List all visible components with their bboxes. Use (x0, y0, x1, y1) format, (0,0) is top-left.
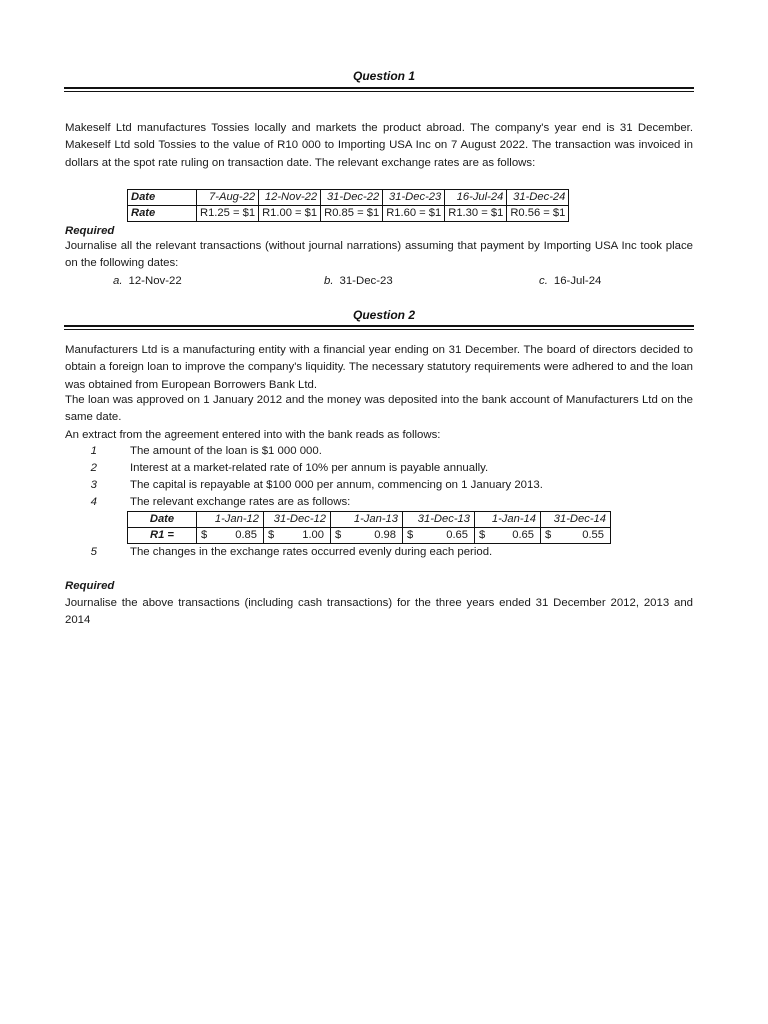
item-number: 2 (90, 462, 97, 474)
item-text: The relevant exchange rates are as follows: (130, 496, 351, 508)
item-number: 5 (90, 546, 97, 558)
item-text: The changes in the exchange rates occurred evenly during each period. (130, 546, 493, 558)
item-text: Interest at a market-related rate of 10% per annum is payable annually. (130, 462, 489, 474)
q2-paragraph-3: An extract from the agreement entered into with the bank reads as follows: (65, 429, 441, 441)
q2-paragraph-1: Manufacturers Ltd is a manufacturing entity with a financial year ending on 31 December. The board of directors decided to obtain a foreign loan to improve the company's liquidity. The necessary statutory requirements were adhered to and the loan was obtained from European Borrowers Bank Ltd. (65, 344, 693, 391)
option-b (324, 273, 393, 290)
table-row (128, 206, 569, 222)
table-cell-value (403, 528, 475, 544)
q2-paragraph-2: The loan was approved on 1 January 2012 and the money was deposited into the bank account of Manufacturers Ltd on the same date. (65, 394, 693, 424)
q1-exchange-rate-table (127, 189, 569, 222)
table-cell-date: 12-Nov-22 (259, 190, 321, 206)
title-rule-thin (64, 91, 694, 92)
table-row (128, 512, 611, 528)
rate-value: 0.98 (374, 529, 396, 541)
item-text: The capital is repayable at $100 000 per annum, commencing on 1 January 2013. (130, 479, 543, 491)
table-cell-date: 1-Jan-12 (197, 512, 264, 528)
table-cell-date: 31-Dec-23 (383, 190, 445, 206)
table-cell-rate: R1.60 = $1 (383, 206, 445, 222)
item-text: The amount of the loan is $1 000 000. (130, 445, 322, 457)
option-c (539, 273, 601, 290)
rate-value: 0.65 (446, 529, 468, 541)
rate-value: 0.65 (512, 529, 534, 541)
option-text: 12-Nov-22 (128, 275, 182, 287)
q1-required-label: Required (65, 225, 115, 237)
table-cell-rate: R1.30 = $1 (445, 206, 507, 222)
table-row (128, 528, 611, 544)
item-number: 1 (90, 445, 97, 457)
table-cell-value (197, 528, 264, 544)
row-label-date: Date (128, 190, 197, 206)
title-rule-thick (64, 325, 694, 327)
question-1-intro: Makeself Ltd manufactures Tossies locally and markets the product abroad. The company's year end is 31 December. Makeself Ltd sold Tossies to the value of R10 000 to Importing USA Inc on 7 August 2022. The transaction was invoiced in dollars at the spot rate ruling on transaction date. The relevant exchange rates are as follows: (65, 122, 693, 169)
table-cell-rate: R0.85 = $1 (321, 206, 383, 222)
rate-value: 0.55 (582, 529, 604, 541)
option-letter: a. (113, 275, 123, 287)
q2-exchange-rate-table (127, 511, 611, 544)
q2-required-text: Journalise the above transactions (including cash transactions) for the three years ended 31 December 2012, 2013 and 2014 (65, 597, 693, 627)
item-number: 4 (90, 496, 97, 508)
title-rule-thin (64, 329, 694, 330)
title-rule-thick (64, 87, 694, 89)
table-cell-value (475, 528, 541, 544)
item-number: 3 (90, 479, 97, 491)
option-text: 16-Jul-24 (553, 275, 602, 287)
currency-symbol: $ (335, 529, 342, 541)
currency-symbol: $ (479, 529, 486, 541)
option-text: 31-Dec-23 (339, 275, 393, 287)
table-cell-date: 16-Jul-24 (445, 190, 507, 206)
table-cell-value (541, 528, 611, 544)
table-cell-date: 31-Dec-22 (321, 190, 383, 206)
row-label-date: Date (128, 512, 197, 528)
table-cell-date: 31-Dec-13 (403, 512, 475, 528)
table-cell-date: 1-Jan-14 (475, 512, 541, 528)
table-row (128, 190, 569, 206)
option-letter: c. (539, 275, 548, 287)
row-label-rate: R1 = (128, 528, 197, 544)
table-cell-date: 31-Dec-12 (264, 512, 331, 528)
table-cell-date: 31-Dec-24 (507, 190, 569, 206)
table-cell-date: 31-Dec-14 (541, 512, 611, 528)
rate-value: 0.85 (235, 529, 257, 541)
table-cell-rate: R1.25 = $1 (197, 206, 259, 222)
question-1-title: Question 1 (352, 69, 415, 83)
question-2-title: Question 2 (352, 308, 415, 322)
q2-required-label: Required (65, 580, 115, 592)
row-label-rate: Rate (128, 206, 197, 222)
currency-symbol: $ (201, 529, 208, 541)
currency-symbol: $ (268, 529, 275, 541)
table-cell-date: 1-Jan-13 (331, 512, 403, 528)
table-cell-value (331, 528, 403, 544)
table-cell-value (264, 528, 331, 544)
rate-value: 1.00 (302, 529, 324, 541)
table-cell-date: 7-Aug-22 (197, 190, 259, 206)
table-cell-rate: R1.00 = $1 (259, 206, 321, 222)
q1-required-text: Journalise all the relevant transactions (without journal narrations) assuming that payment by Importing USA Inc took place on the following dates: (65, 240, 693, 270)
option-a (113, 273, 182, 290)
currency-symbol: $ (407, 529, 414, 541)
option-letter: b. (324, 275, 334, 287)
currency-symbol: $ (545, 529, 552, 541)
table-cell-rate: R0.56 = $1 (507, 206, 569, 222)
